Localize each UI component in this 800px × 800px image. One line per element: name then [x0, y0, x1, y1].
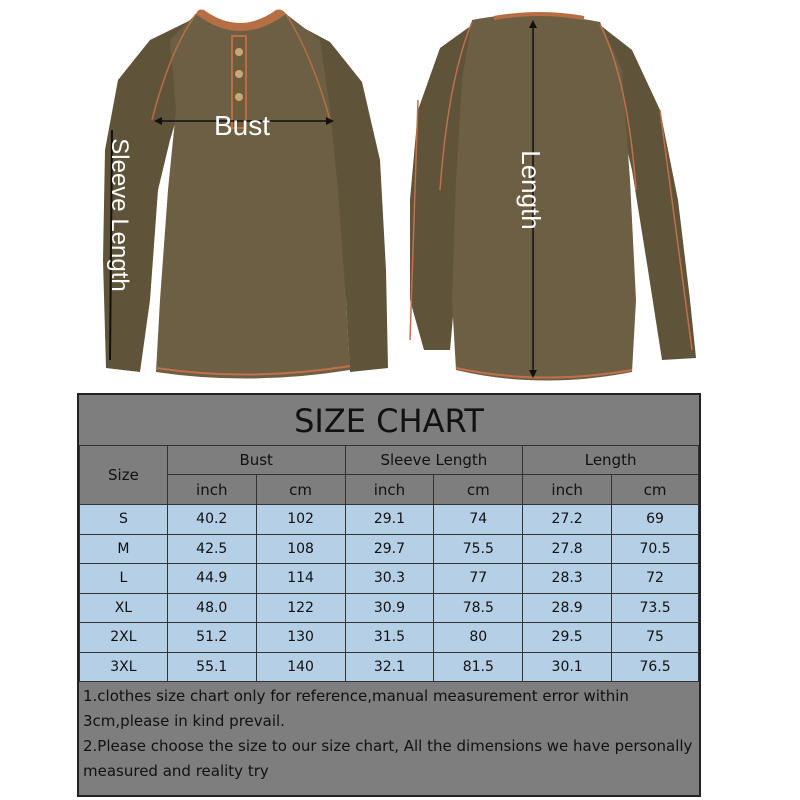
- size-chart-title: SIZE CHART: [79, 395, 699, 446]
- value-cell: 72: [612, 564, 699, 594]
- size-chart-notes: [79, 681, 699, 797]
- value-cell: 44.9: [167, 564, 256, 594]
- value-cell: 42.5: [167, 534, 256, 564]
- size-table: [79, 445, 699, 682]
- value-cell: 102: [256, 505, 345, 535]
- unit-header: cm: [612, 475, 699, 505]
- value-cell: 140: [256, 652, 345, 682]
- note-measurement-error: 1.clothes size chart only for reference,manual measurement error within 3cm,please in kind prevail.: [83, 687, 629, 730]
- product-photos: [0, 0, 800, 390]
- size-cell: M: [80, 534, 168, 564]
- unit-header: inch: [523, 475, 612, 505]
- value-cell: 75.5: [434, 534, 523, 564]
- value-cell: 73.5: [612, 593, 699, 623]
- group-header-bust: Bust: [167, 446, 345, 475]
- size-chart: [77, 393, 701, 797]
- value-cell: 29.5: [523, 623, 612, 653]
- table-row: [80, 593, 699, 623]
- table-row: [80, 534, 699, 564]
- length-label: Length: [516, 150, 546, 230]
- unit-header: inch: [345, 475, 434, 505]
- value-cell: 30.1: [523, 652, 612, 682]
- value-cell: 29.7: [345, 534, 434, 564]
- size-cell: 3XL: [80, 652, 168, 682]
- value-cell: 28.3: [523, 564, 612, 594]
- value-cell: 74: [434, 505, 523, 535]
- value-cell: 30.3: [345, 564, 434, 594]
- value-cell: 69: [612, 505, 699, 535]
- table-row: [80, 623, 699, 653]
- value-cell: 48.0: [167, 593, 256, 623]
- note-choose-size: 2.Please choose the size to our size chart, All the dimensions we have personally measured and reality try: [83, 737, 693, 780]
- value-cell: 75: [612, 623, 699, 653]
- value-cell: 114: [256, 564, 345, 594]
- value-cell: 80: [434, 623, 523, 653]
- size-cell: S: [80, 505, 168, 535]
- value-cell: 81.5: [434, 652, 523, 682]
- value-cell: 70.5: [612, 534, 699, 564]
- value-cell: 76.5: [612, 652, 699, 682]
- size-cell: XL: [80, 593, 168, 623]
- table-row: [80, 505, 699, 535]
- group-header-length: Length: [523, 446, 699, 475]
- group-header-sleeve-length: Sleeve Length: [345, 446, 523, 475]
- value-cell: 122: [256, 593, 345, 623]
- unit-header: cm: [434, 475, 523, 505]
- value-cell: 28.9: [523, 593, 612, 623]
- value-cell: 77: [434, 564, 523, 594]
- value-cell: 27.2: [523, 505, 612, 535]
- bust-label: Bust: [213, 110, 271, 141]
- sleeve-length-label: Sleeve Length: [106, 138, 133, 292]
- value-cell: 130: [256, 623, 345, 653]
- value-cell: 30.9: [345, 593, 434, 623]
- size-column-header: Size: [80, 446, 168, 505]
- value-cell: 55.1: [167, 652, 256, 682]
- value-cell: 29.1: [345, 505, 434, 535]
- front-shirt-image: [103, 10, 388, 379]
- value-cell: 32.1: [345, 652, 434, 682]
- value-cell: 78.5: [434, 593, 523, 623]
- table-row: [80, 652, 699, 682]
- value-cell: 51.2: [167, 623, 256, 653]
- size-cell: 2XL: [80, 623, 168, 653]
- value-cell: 108: [256, 534, 345, 564]
- value-cell: 27.8: [523, 534, 612, 564]
- value-cell: 40.2: [167, 505, 256, 535]
- back-shirt-image: [410, 14, 696, 381]
- unit-header: inch: [167, 475, 256, 505]
- table-row: [80, 564, 699, 594]
- size-cell: L: [80, 564, 168, 594]
- unit-header: cm: [256, 475, 345, 505]
- value-cell: 31.5: [345, 623, 434, 653]
